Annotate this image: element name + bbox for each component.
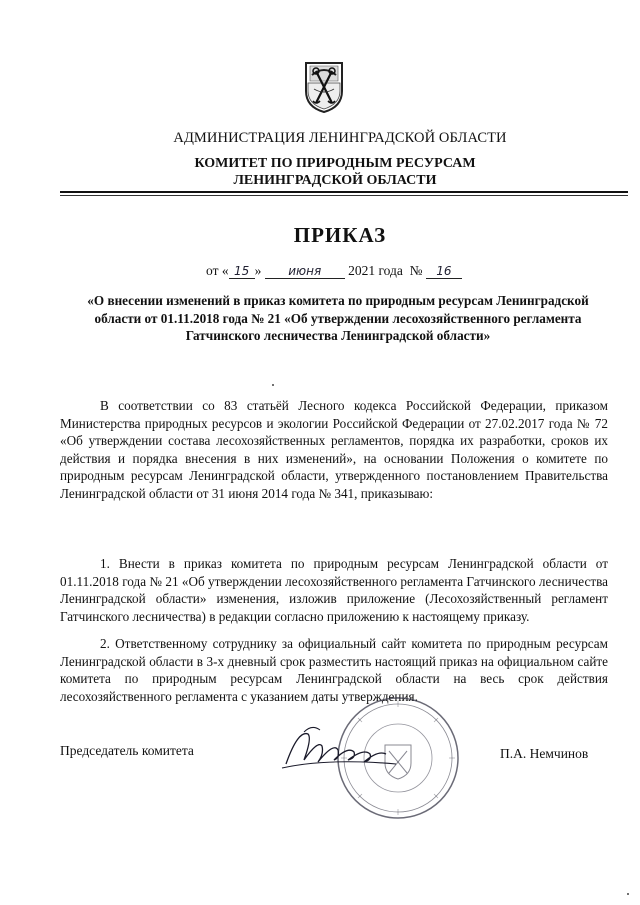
committee-line-1: КОМИТЕТ ПО ПРИРОДНЫМ РЕСУРСАМ bbox=[194, 156, 476, 171]
preamble-paragraph: В соответствии со 83 статьёй Лесного кодекса Российской Федерации, приказом Министерства природных ресурсов и экологии Российской Федерации от 27.02.2017 года № 72 «Об утверждении состава лесохозяйственных регламентов, порядка их разработки, сроков их действия и порядка внесения в них изменений», на основании Положения о комитете по природным ресурсам Ленинградской области, утвержденного постановлением Правительства Ленинградской области от 31 июня 2014 года № 341, приказываю: bbox=[60, 398, 608, 501]
header-divider-thick bbox=[60, 191, 628, 193]
order-title: ПРИКАЗ bbox=[293, 223, 387, 247]
order-item-1: 1. Внести в приказ комитета по природным ресурсам Ленинградской области от 01.11.2018 года № 21 «Об утверждении лесохозяйственного регламента Гатчинского лесничества Ленинградской области» изменения, изложив приложение (Лесохозяйственный регламент Гатчинского лесничества) в редакции согласно приложению к настоящему приказу. bbox=[60, 556, 608, 624]
order-month: июня bbox=[265, 264, 345, 279]
committee-title bbox=[0, 155, 640, 189]
number-sign: № bbox=[409, 263, 423, 278]
order-item-2: 2. Ответственному сотруднику за официальный сайт комитета по природным ресурсам Ленинградской области в 3-х дневный срок разместить настоящий приказ на официальном сайте комитета по природным ресурсам Ленинградской области на весь срок действия лесохозяйственного регламента с указанием даты утверждения. bbox=[60, 636, 608, 704]
handwritten-signature bbox=[278, 720, 408, 780]
order-date-line bbox=[206, 263, 462, 279]
signer-name: П.А. Немчинов bbox=[500, 746, 589, 761]
corner-mark bbox=[627, 893, 629, 895]
stray-mark bbox=[272, 384, 274, 386]
header-divider-thin bbox=[60, 195, 628, 196]
date-day-close: » bbox=[254, 263, 262, 278]
signer-position: Председатель комитета bbox=[60, 743, 194, 758]
coat-of-arms-icon bbox=[302, 57, 346, 113]
order-year: 2021 года bbox=[348, 263, 403, 278]
order-number: 16 bbox=[426, 264, 462, 279]
administration-title: АДМИНИСТРАЦИЯ ЛЕНИНГРАДСКОЙ ОБЛАСТИ bbox=[173, 130, 507, 146]
order-day: 15 bbox=[229, 264, 255, 279]
committee-line-2: ЛЕНИНГРАДСКОЙ ОБЛАСТИ bbox=[233, 173, 437, 188]
order-subject: «О внесении изменений в приказ комитета по природным ресурсам Ленинградской области от 01.11.2018 года № 21 «Об утверждении лесохозяйственного регламента Гатчинского лесничества Ленинградской области» bbox=[87, 293, 589, 343]
date-prefix: от « bbox=[206, 263, 229, 278]
